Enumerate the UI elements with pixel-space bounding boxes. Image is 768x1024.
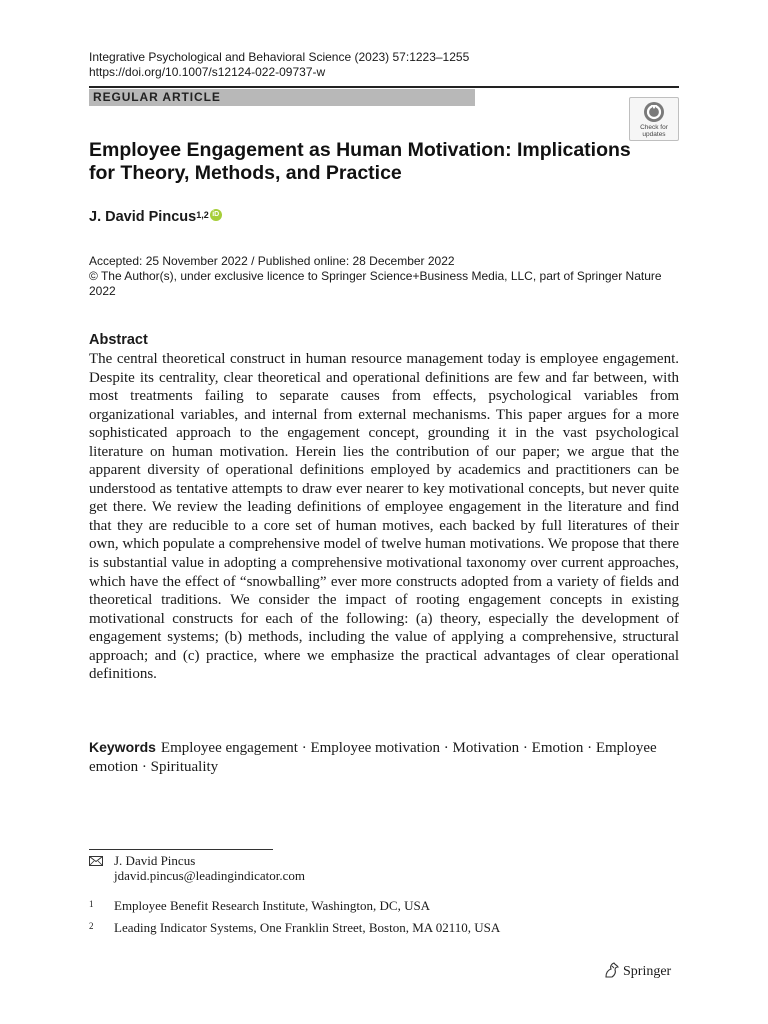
corresponding-author-name: J. David Pincus	[114, 853, 196, 868]
keywords-label: Keywords	[89, 739, 156, 755]
publication-dates: Accepted: 25 November 2022 / Published online: 28 December 2022	[89, 254, 455, 268]
check-updates-icon	[643, 101, 665, 123]
affiliation-number: 1	[89, 899, 94, 909]
copyright-notice: © The Author(s), under exclusive licence to Springer Science+Business Media, LLC, part of Springer Nature 2022	[89, 269, 662, 298]
author-affiliation-marks: 1,2	[196, 210, 209, 220]
publisher-logo	[603, 962, 671, 981]
corresponding-author-email[interactable]: jdavid.pincus@leadingindicator.com	[114, 868, 306, 883]
article-type-band: REGULAR ARTICLE	[89, 89, 475, 106]
check-updates-label: Check for updates	[640, 124, 668, 138]
article-title: Employee Engagement as Human Motivation: Implications for Theory, Methods, and Practice	[89, 139, 631, 184]
doi-link[interactable]: https://doi.org/10.1007/s12124-022-09737-w	[89, 65, 326, 79]
author-name: J. David Pincus	[89, 209, 197, 225]
abstract-text: The central theoretical construct in human resource management today is employee engagement. Despite its centrality, clear theoretical and operational definitions are few and far between, with most treatments failing to separate causes from effects, psychological variables from organizational variables, and internal from external mechanisms. This paper argues for a more sophisticated approach to the engagement concept, grounding it in the vast psychological literature on human motivation. Herein lies the contribution of our paper; we argue that the apparent diversity of operational definitions employed by academics and practitioners can be understood as tentative attempts to draw ever nearer to key motivational concepts, but never quite get there. We review the leading definitions of employee engagement in the literature and find that they are reducible to a core set of human motives, each backed by full literatures of their own, which populate a comprehensive model of twelve human motivations. We propose that there is substantial value in adopting a comprehensive motivational taxonomy over current approaches, which have the effect of “snowballing” ever more constructs adopted from a variety of fields and theoretical traditions. We consider the impact of rooting engagement concepts in existing motivational constructs for each of the following: (a) theory, especially the development of engagement systems; (b) methods, including the value of applying a comprehensive, structural approach; and (c) practice, where we emphasize the practical advantages of clear operational definitions.	[89, 351, 679, 683]
check-for-updates-badge[interactable]	[629, 97, 679, 141]
footnote-rule	[89, 849, 273, 850]
keywords-line	[89, 738, 679, 777]
header-rule	[89, 86, 679, 88]
affiliation-text: Leading Indicator Systems, One Franklin Street, Boston, MA 02110, USA	[114, 920, 501, 935]
mail-icon	[89, 856, 103, 866]
springer-horse-icon	[603, 962, 621, 978]
journal-citation: Integrative Psychological and Behavioral Science (2023) 57:1223–1255	[89, 50, 470, 64]
author-line	[89, 208, 222, 226]
orcid-icon[interactable]: iD	[210, 209, 222, 221]
affiliation-number: 2	[89, 921, 94, 931]
affiliation-text: Employee Benefit Research Institute, Washington, DC, USA	[114, 898, 431, 913]
keywords-list: Employee engagement · Employee motivation · Motivation · Emotion · Employee emotion · Spirituality	[89, 740, 657, 775]
publisher-name: Springer	[623, 964, 672, 979]
abstract-heading: Abstract	[89, 332, 148, 348]
